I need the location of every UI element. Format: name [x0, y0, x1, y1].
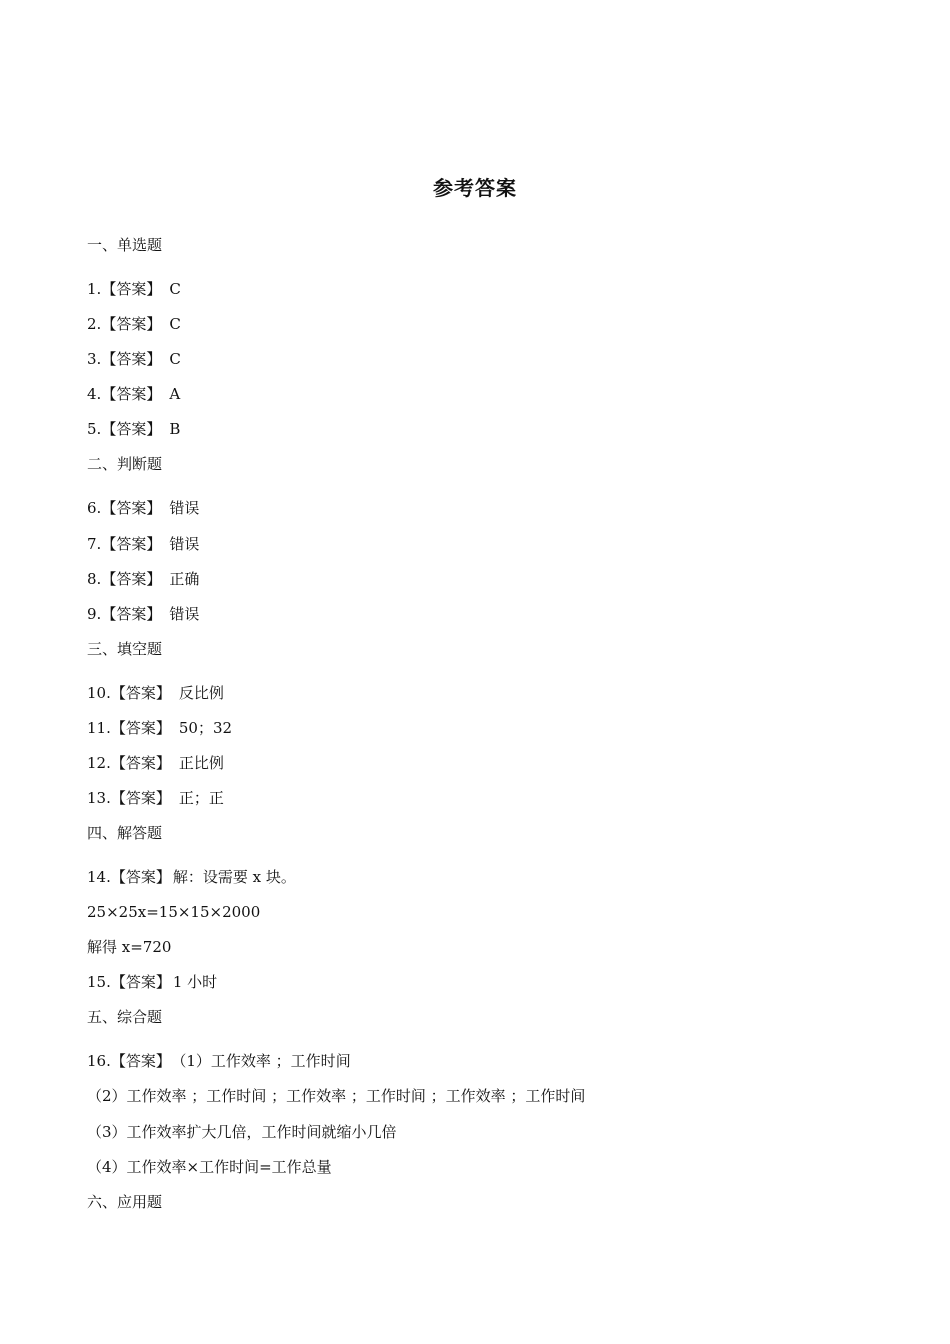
section-heading-fill-blank: 三、填空题	[87, 640, 163, 658]
answer-tag: 【答案】	[101, 570, 162, 588]
answer-line-16	[87, 1051, 351, 1071]
question-number: 14.	[87, 868, 111, 886]
answer-tag: 【答案】	[101, 280, 162, 298]
answer-line-9	[87, 604, 199, 624]
question-number: 1.	[87, 280, 102, 298]
question-number: 12.	[87, 754, 111, 772]
answer-value: C	[169, 350, 181, 368]
answer-value: 解：设需要 x 块。	[172, 868, 296, 886]
answer-line-12	[87, 753, 224, 773]
answer-tag: 【答案】	[101, 499, 162, 517]
answer-line-6	[87, 498, 199, 518]
answer-tag: 【答案】	[101, 535, 162, 553]
answer-tag: 【答案】	[110, 973, 171, 991]
answer-line-3	[87, 349, 181, 369]
answer-tag: 【答案】	[101, 350, 162, 368]
answer-value: 错误	[169, 605, 200, 623]
answer-16-part-2: （2）工作效率 ；工作时间 ；工作效率 ；工作时间 ；工作效率 ；工作时间	[87, 1087, 586, 1105]
question-number: 7.	[87, 535, 102, 553]
question-number: 10.	[87, 684, 111, 702]
section-heading-single-choice: 一、单选题	[87, 236, 163, 254]
answer-value: 1 小时	[172, 973, 218, 991]
answer-tag: 【答案】	[101, 420, 162, 438]
question-number: 2.	[87, 315, 102, 333]
answer-tag: 【答案】	[110, 719, 171, 737]
section-heading-true-false: 二、判断题	[87, 455, 163, 473]
section-heading-solve: 四、解答题	[87, 824, 163, 842]
answer-16-part-4: （4）工作效率×工作时间=工作总量	[87, 1158, 332, 1176]
question-number: 15.	[87, 973, 111, 991]
answer-14-equation: 25×25x=15×15×2000	[87, 903, 261, 921]
question-number: 3.	[87, 350, 102, 368]
answer-line-1	[87, 279, 181, 299]
question-number: 5.	[87, 420, 102, 438]
answer-tag: 【答案】	[110, 868, 171, 886]
answer-value: 50；32	[178, 719, 233, 737]
answer-value: （1）工作效率 ；工作时间	[178, 1052, 351, 1070]
answer-tag: 【答案】	[110, 684, 171, 702]
answer-value: 反比例	[178, 684, 224, 702]
answer-16-part-3: （3）工作效率扩大几倍，工作时间就缩小几倍	[87, 1123, 397, 1141]
answer-tag: 【答案】	[110, 789, 171, 807]
question-number: 8.	[87, 570, 102, 588]
question-number: 9.	[87, 605, 102, 623]
answer-value: 正比例	[178, 754, 224, 772]
answer-value: 错误	[169, 499, 200, 517]
answer-line-14	[87, 867, 296, 887]
section-heading-application: 六、应用题	[87, 1193, 163, 1211]
answer-tag: 【答案】	[110, 754, 171, 772]
answer-tag: 【答案】	[110, 1052, 171, 1070]
answer-value: C	[169, 280, 181, 298]
answer-value: 错误	[169, 535, 200, 553]
question-number: 4.	[87, 385, 102, 403]
answer-line-13	[87, 788, 224, 808]
answer-line-10	[87, 683, 224, 703]
answer-line-15	[87, 972, 217, 992]
answer-value: C	[169, 315, 181, 333]
question-number: 16.	[87, 1052, 111, 1070]
answer-line-8	[87, 569, 199, 589]
answer-line-11	[87, 718, 232, 738]
page-title: 参考答案	[433, 176, 517, 200]
answer-line-2	[87, 314, 181, 334]
answer-value: 正确	[169, 570, 200, 588]
question-number: 11.	[87, 719, 111, 737]
question-number: 13.	[87, 789, 111, 807]
answer-value: 正；正	[178, 789, 224, 807]
answer-value: A	[169, 385, 181, 403]
answer-tag: 【答案】	[101, 385, 162, 403]
answer-tag: 【答案】	[101, 315, 162, 333]
answer-tag: 【答案】	[101, 605, 162, 623]
question-number: 6.	[87, 499, 102, 517]
answer-value: B	[169, 420, 181, 438]
section-heading-comprehensive: 五、综合题	[87, 1008, 163, 1026]
answer-line-4	[87, 384, 180, 404]
answer-14-result: 解得 x=720	[87, 938, 172, 956]
answer-line-7	[87, 534, 199, 554]
answer-line-5	[87, 419, 180, 439]
